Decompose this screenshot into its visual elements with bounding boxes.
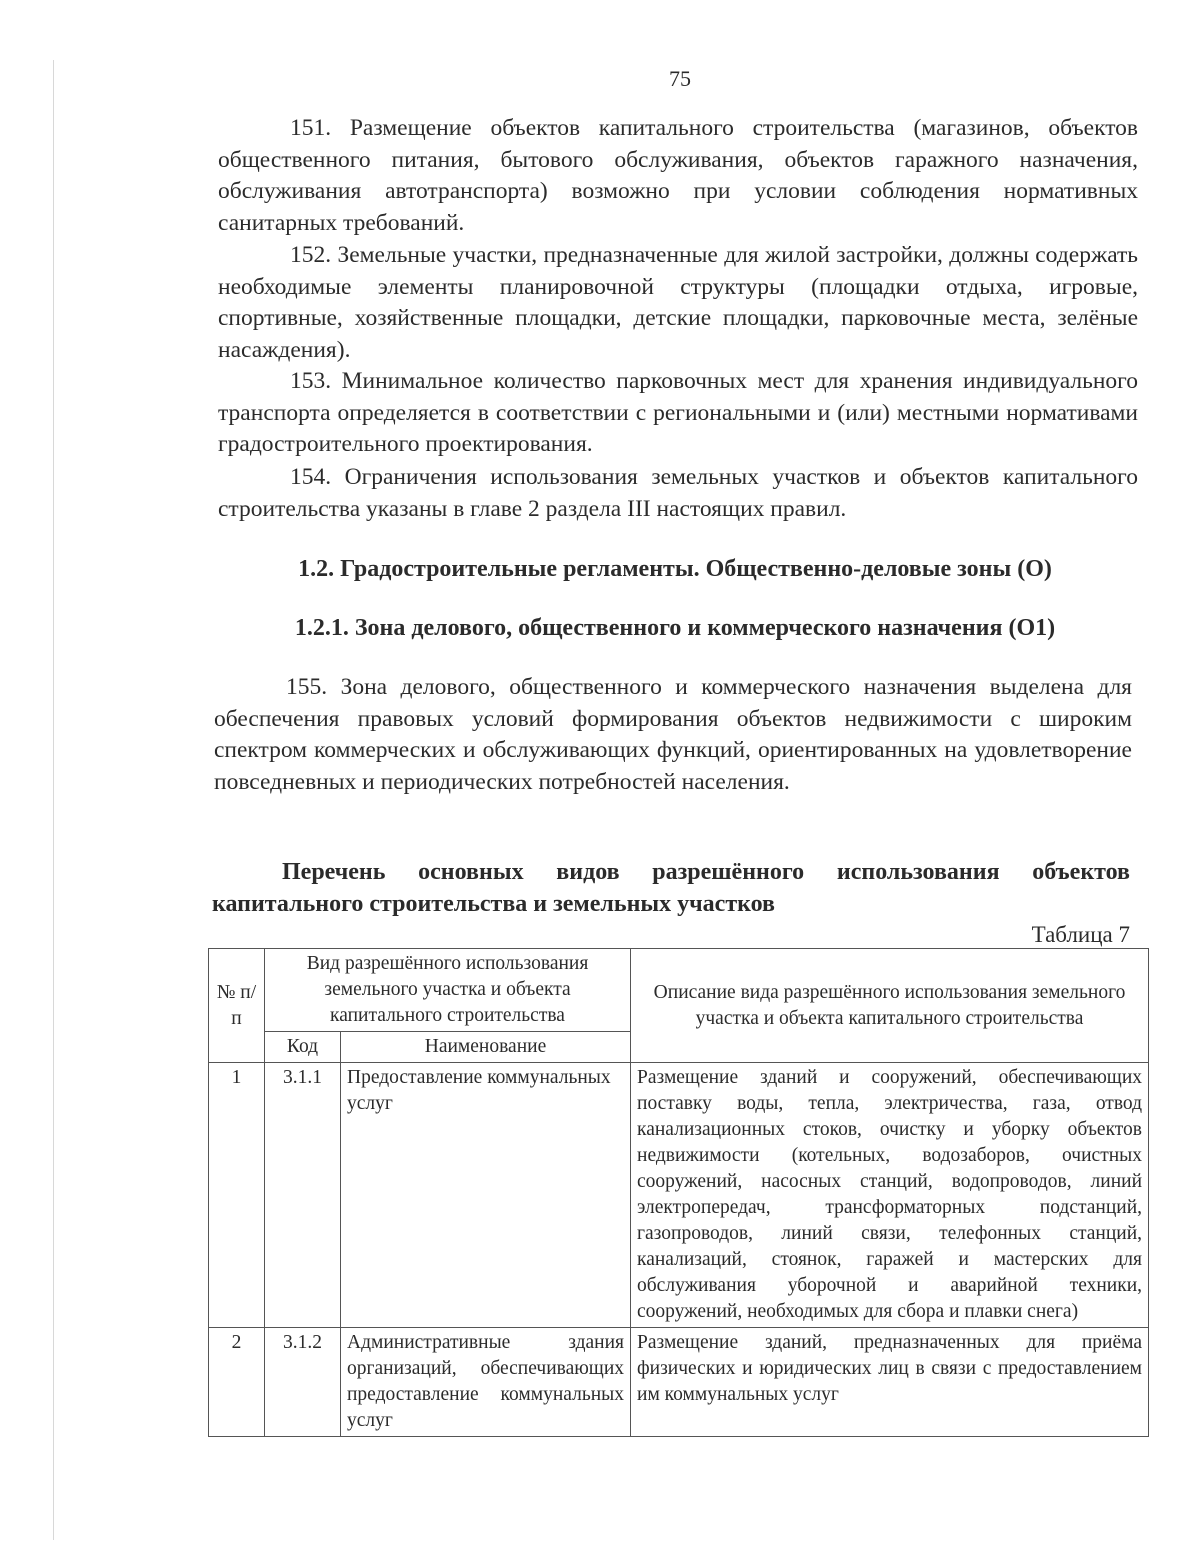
scan-edge-line	[53, 60, 54, 1540]
row-name: Предоставление коммунальных услуг	[341, 1063, 631, 1328]
permitted-use-table	[208, 948, 1149, 1437]
header-description: Описание вида разрешённого использования земельного участка и объекта капитального строительства	[631, 949, 1149, 1063]
section-heading-1-2: 1.2. Градостроительные регламенты. Общественно-деловые зоны (О)	[298, 556, 1052, 582]
table-header-row	[209, 949, 1149, 1032]
table-row	[209, 1328, 1149, 1437]
header-num: № п/п	[209, 949, 265, 1063]
row-name: Административные здания организаций, обеспечивающих предоставление коммунальных услуг	[341, 1328, 631, 1437]
row-code: 3.1.1	[265, 1063, 341, 1328]
paragraph-155: 155. Зона делового, общественного и коммерческого назначения выделена для обеспечения правовых условий формирования объектов недвижимости с широким спектром коммерческих и обслуживающих функций, ориентированных на удовлетворение повседневных и периодических потребностей населения.	[214, 674, 1132, 795]
table-row	[209, 1063, 1149, 1328]
section-heading-1-2-1: 1.2.1. Зона делового, общественного и коммерческого назначения (О1)	[294, 615, 1056, 641]
paragraph-152: 152. Земельные участки, предназначенные для жилой застройки, должны содержать необходимые элементы планировочной структуры (площадки отдыха, игровые, спортивные, хозяйственные площадки, детские площадки, парковочные места, зелёные насаждения).	[218, 242, 1138, 363]
paragraph-153: 153. Минимальное количество парковочных мест для хранения индивидуального транспорта определяется в соответствии с региональными и (или) местными нормативами градостроительного проектирования.	[218, 368, 1138, 457]
list-title: Перечень основных видов разрешённого использования объектов капитального строительства и земельных участков	[212, 859, 1130, 917]
table-label: Таблица 7	[1031, 922, 1130, 947]
row-description: Размещение зданий, предназначенных для приёма физических и юридических лиц в связи с предоставлением им коммунальных услуг	[631, 1328, 1149, 1437]
paragraph-151: 151. Размещение объектов капитального строительства (магазинов, объектов общественного питания, бытового обслуживания, объектов гаражного назначения, обслуживания автотранспорта) возможно при условии соблюдения нормативных санитарных требований.	[218, 115, 1138, 236]
header-kind: Вид разрешённого использования земельного участка и объекта капитального строительства	[265, 949, 631, 1032]
row-description: Размещение зданий и сооружений, обеспечивающих поставку воды, тепла, электричества, газа, отвод канализационных стоков, очистку и уборку объектов недвижимости (котельных, водозаборов, очистных сооружений, насосных станций, водопроводов, линий электропередач, трансформаторных подстанций, газопроводов, линий связи, телефонных станций, канализаций, стоянок, гаражей и мастерских для обслуживания уборочной и аварийной техники, сооружений, необходимых для сбора и плавки снега)	[631, 1063, 1149, 1328]
page-number: 75	[669, 66, 691, 91]
header-name: Наименование	[341, 1032, 631, 1063]
paragraph-154: 154. Ограничения использования земельных участков и объектов капитального строительства указаны в главе 2 раздела III настоящих правил.	[218, 464, 1138, 522]
header-code: Код	[265, 1032, 341, 1063]
row-num: 2	[209, 1328, 265, 1437]
row-code: 3.1.2	[265, 1328, 341, 1437]
row-num: 1	[209, 1063, 265, 1328]
